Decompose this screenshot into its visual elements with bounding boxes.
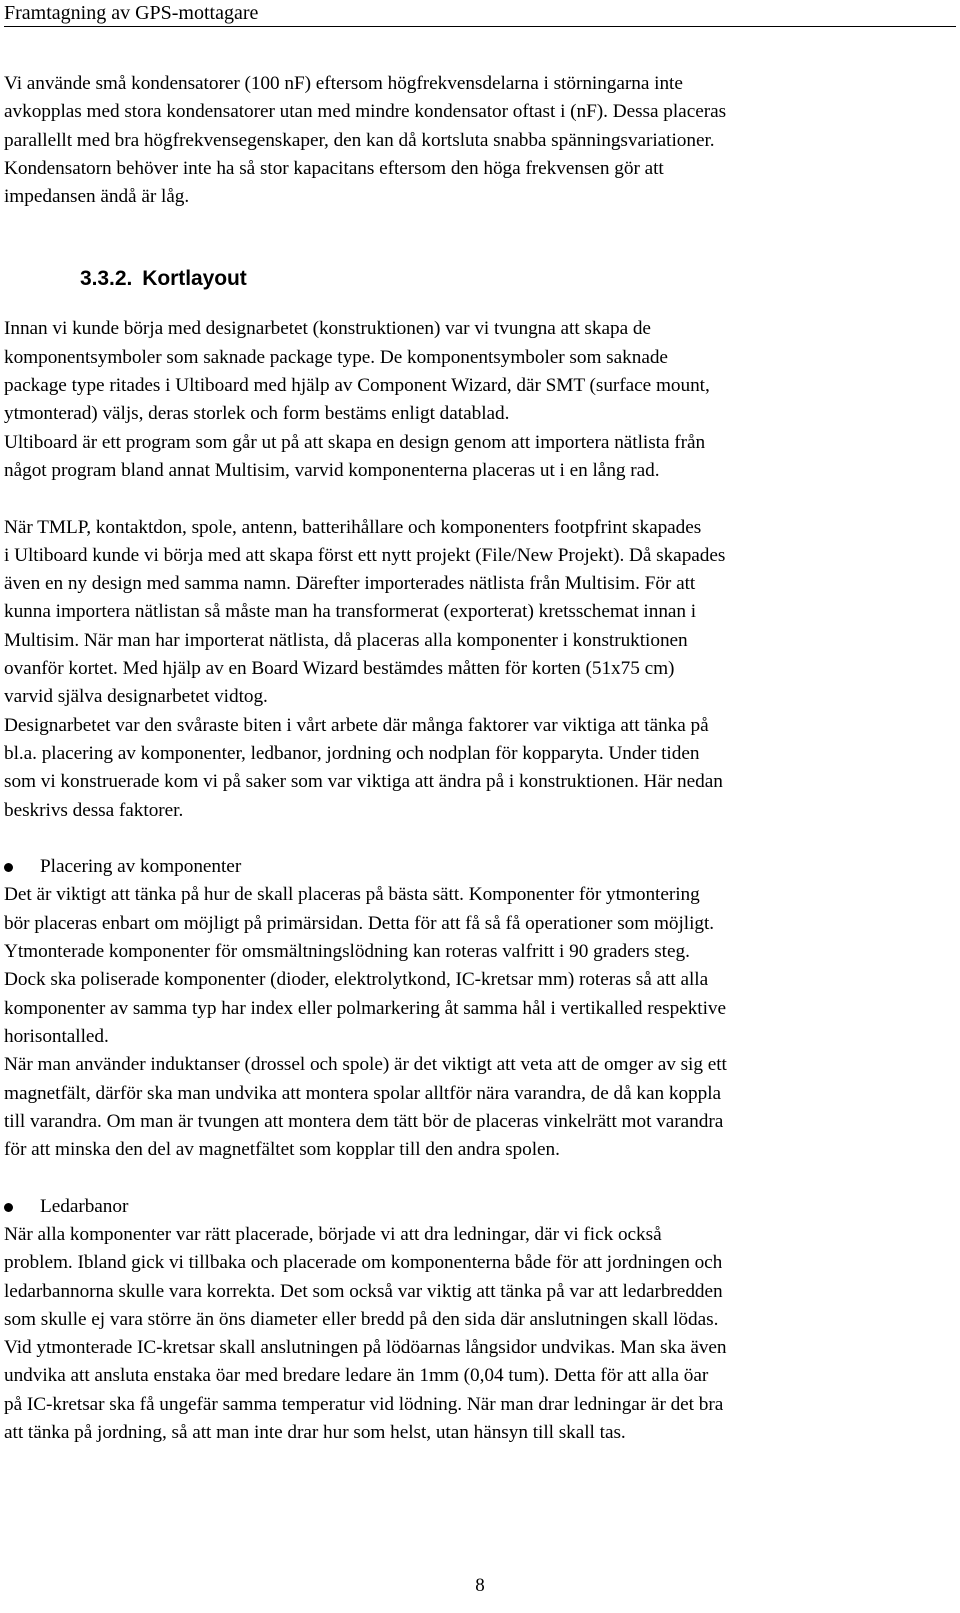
paragraph-spacer [4,485,954,513]
text-line: som skulle ej vara större än öns diameter eller bredd på den sida där anslutningen skall lödas. [4,1308,719,1330]
paragraph-spacer [4,1164,954,1192]
text-line: Dock ska poliserade komponenter (dioder, elektrolytkond, IC-kretsar mm) roteras så att alla [4,969,709,991]
text-line: komponenter av samma typ har index eller polmarkering åt samma hål i vertikalled respektive [4,997,727,1019]
section-number: 3.3.2. [80,267,133,291]
text-line: Multisim. När man har importerat nätlista, då placeras alla komponenter i konstruktionen [4,629,688,651]
text-line: parallellt med bra högfrekvensegenskaper, den kan då kortsluta snabba spänningsvariationer. [4,129,715,151]
bullet-section-placering [4,853,954,1164]
paragraph-kortlayout-intro [4,315,954,485]
text-line: bör placeras enbart om möjligt på primärsidan. Detta för att få så få operationer som möjligt. [4,912,715,934]
text-line: för att minska den del av magnetfältet som kopplar till den andra spolen. [4,1139,560,1161]
page-header [4,0,956,27]
page-content [4,70,954,1447]
text-line: beskrivs dessa faktorer. [4,799,184,821]
text-line: ovanför kortet. Med hjälp av en Board Wizard bestämdes måtten för korten (51x75 cm) [4,658,675,680]
paragraph-spacer [4,825,954,853]
text-line: undvika att ansluta enstaka öar med bredare ledare än 1mm (0,04 tum). Detta för att alla öar [4,1365,709,1387]
text-line: Kondensatorn behöver inte ha så stor kapacitans eftersom den höga frekvensen gör att [4,157,664,179]
text-line: kunna importera nätlistan så måste man ha transformerat (exporterat) kretsschemat innan i [4,601,697,623]
text-line: Innan vi kunde börja med designarbetet (konstruktionen) var vi tvungna att skapa de [4,318,651,340]
section-heading [80,265,954,293]
text-line: Ultiboard är ett program som går ut på att skapa en design genom att importera nätlista från [4,431,706,453]
text-line: även en ny design med samma namn. Därefter importerades nätlista från Multisim. För att [4,573,696,595]
text-line: impedansen ändå är låg. [4,186,190,208]
text-line: bl.a. placering av komponenter, ledbanor, jordning och nodplan för kopparyta. Under tiden [4,742,700,764]
text-line: package type ritades i Ultiboard med hjälp av Component Wizard, där SMT (surface mount, [4,375,710,397]
text-line: avkopplas med stora kondensatorer utan med mindre kondensator oftast i (nF). Dessa placeras [4,101,727,123]
paragraph-design-process [4,514,954,825]
text-line: När TMLP, kontaktdon, spole, antenn, batterihållare och komponenters footpfrint skapades [4,516,702,538]
bullet-label: Ledarbanor [40,1195,129,1217]
text-line: Ytmonterade komponenter för omsmältningslödning kan roteras valfritt i 90 graders steg. [4,941,690,963]
text-line: i Ultiboard kunde vi börja med att skapa först ett nytt projekt (File/New Projekt). Då skapades [4,544,726,566]
section-title: Kortlayout [142,267,247,291]
text-line: på IC-kretsar ska få ungefär samma temperatur vid lödning. När man drar ledningar är det bra [4,1393,724,1415]
text-line: ytmonterad) väljs, deras storlek och form bestäms enligt datablad. [4,403,510,425]
page-number: 8 [475,1575,485,1596]
text-line: Det är viktigt att tänka på hur de skall placeras på bästa sätt. Komponenter för ytmontering [4,884,700,906]
text-line: komponentsymboler som saknade package type. De komponentsymboler som saknade [4,346,668,368]
text-line: att tänka på jordning, så att man inte drar hur som helst, utan hänsyn till skall tas. [4,1422,626,1444]
text-line: horisontalled. [4,1025,109,1047]
bullet-icon [4,863,13,872]
bullet-item [4,1193,954,1221]
text-line: varvid själva designarbetet vidtog. [4,686,268,708]
intro-paragraph [4,70,954,211]
bullet-item [4,853,954,881]
text-line: till varandra. Om man är tvungen att montera dem tätt bör de placeras vinkelrätt mot varandra [4,1110,724,1132]
document-title: Framtagning av GPS-mottagare [4,2,259,24]
text-line: som vi konstruerade kom vi på saker som var viktiga att ändra på i konstruktionen. Här nedan [4,771,723,793]
bullet-label: Placering av komponenter [40,856,242,878]
text-line: När alla komponenter var rätt placerade, började vi att dra ledningar, där vi fick också [4,1223,662,1245]
text-line: Vid ytmonterade IC-kretsar skall anslutningen på lödöarnas långsidor undvikas. Man ska även [4,1337,727,1359]
text-line: ledarbannorna skulle vara korrekta. Det som också var viktig att tänka på var att ledarbredden [4,1280,723,1302]
text-line: magnetfält, därför ska man undvika att montera spolar alltför nära varandra, de då kan koppla [4,1082,722,1104]
text-line: problem. Ibland gick vi tillbaka och placerade om komponenterna både för att jordningen och [4,1252,723,1274]
text-line: Designarbetet var den svåraste biten i vårt arbete där många faktorer var viktiga att tänka på [4,714,709,736]
text-line: När man använder induktanser (drossel och spole) är det viktigt att veta att de omger av sig ett [4,1054,727,1076]
text-line: Vi använde små kondensatorer (100 nF) eftersom högfrekvensdelarna i störningarna inte [4,73,683,94]
bullet-section-ledarbanor [4,1193,954,1448]
bullet-icon [4,1203,13,1212]
text-line: något program bland annat Multisim, varvid komponenterna placeras ut i en lång rad. [4,459,660,481]
